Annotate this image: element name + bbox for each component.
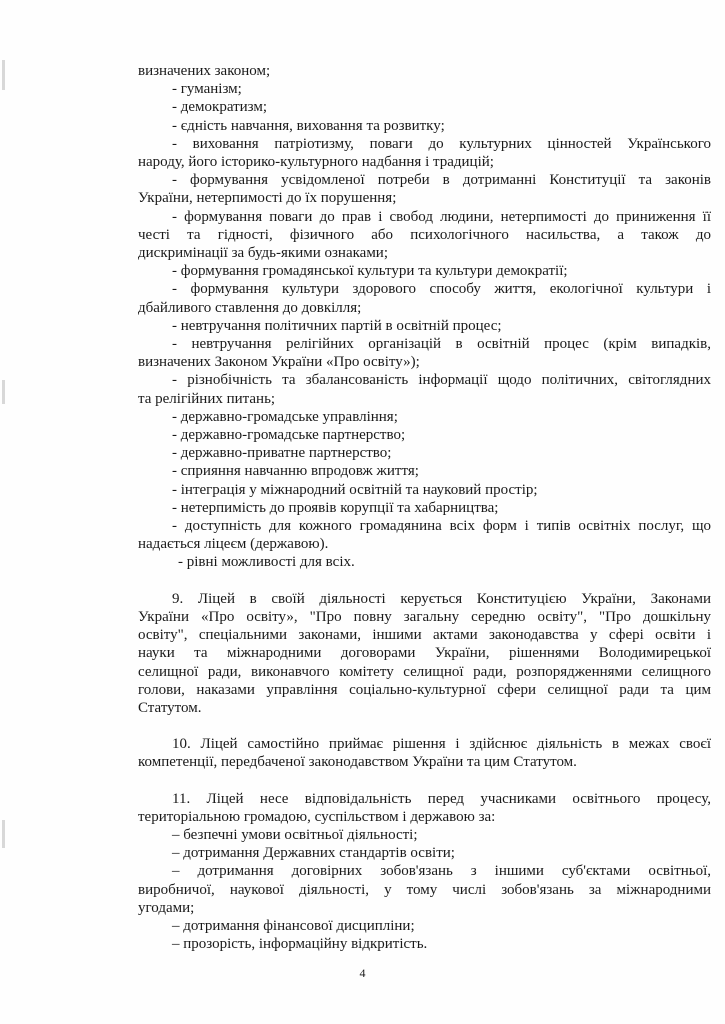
list-item: - державно-громадське управління; xyxy=(172,408,398,425)
paragraph-11-line: 11. Ліцей несе відповідальність перед учасниками освітнього процесу, xyxy=(172,790,711,807)
list-item: - рівні можливості для всіх. xyxy=(178,554,355,571)
list-item: - формування культури здорового способу життя, екологічної культури і xyxy=(172,281,711,298)
list-item: - єдність навчання, виховання та розвитку; xyxy=(172,117,445,134)
list-item: - інтеграція у міжнародний освітній та науковий простір; xyxy=(172,481,538,498)
paragraph-9-line: селищної ради, виконавчого комітету селищної ради, розпорядженнями селищного xyxy=(138,663,711,680)
list-item: - державно-громадське партнерство; xyxy=(172,427,406,444)
list-item: - державно-приватне партнерство; xyxy=(172,445,392,462)
list-item: - доступність для кожного громадянина всіх форм і типів освітніх послуг, що xyxy=(172,518,711,535)
paragraph-gap xyxy=(138,717,711,735)
list-item: - сприяння навчанню впродовж життя; xyxy=(172,463,419,480)
list-item: - гуманізм; xyxy=(172,81,242,98)
page-number: 4 xyxy=(359,966,366,980)
document-body xyxy=(138,62,711,953)
list-item: - нетерпимість до проявів корупції та хабарництва; xyxy=(172,499,499,516)
paragraph-9-line: Статутом. xyxy=(138,699,202,716)
paragraph-gap xyxy=(138,772,711,790)
text-line: дбайливого ставлення до довкілля; xyxy=(138,299,362,316)
list-item: – прозорість, інформаційну відкритість. xyxy=(172,936,428,953)
scan-edge-mark xyxy=(2,60,5,90)
scan-edge-mark xyxy=(2,820,5,848)
text-line: визначених законом; xyxy=(138,63,271,79)
text-line: честі та гідності, фізичного або психологічного насильства, а також до xyxy=(138,226,711,243)
paragraph-9-line: голови, наказами управління соціально-культурної сфери селищної ради та цим xyxy=(138,681,711,698)
paragraph-9-line: науки та міжнародними договорами України, рішеннями Володимирецької xyxy=(138,645,711,662)
text-line: визначених Законом України «Про освіту»); xyxy=(138,354,420,371)
list-item: – дотримання Державних стандартів освіти; xyxy=(172,845,455,862)
list-item: - виховання патріотизму, поваги до культурних цінностей Українського xyxy=(172,135,711,152)
text-line: угодами; xyxy=(138,899,195,916)
text-line: народу, його історико-культурного надбання і традицій; xyxy=(138,154,494,171)
paragraph-9-line: 9. Ліцей в своїй діяльності керується Конституцією України, Законами xyxy=(172,590,711,607)
list-item: - демократизм; xyxy=(172,99,268,116)
list-item: - різнобічність та збалансованість інформації щодо політичних, світоглядних xyxy=(172,372,711,389)
paragraph-gap xyxy=(138,572,711,590)
paragraph-9-line: освіту", спеціальними законами, іншими актами законодавства у сфері освіти і xyxy=(138,627,711,644)
scan-edge-mark xyxy=(2,380,5,404)
text-line: дискримінації за будь-якими ознаками; xyxy=(138,245,389,262)
paragraph-10-line: компетенції, передбаченої законодавством України та цим Статутом. xyxy=(138,754,577,771)
paragraph-11-line: територіальною громадою, суспільством і державою за: xyxy=(138,808,496,825)
list-item: - невтручання релігійних організацій в освітній процес (крім випадків, xyxy=(172,336,711,353)
list-item: – безпечні умови освітньої діяльності; xyxy=(172,826,418,843)
list-item: – дотримання договірних зобов'язань з іншими суб'єктами освітньої, xyxy=(172,863,711,880)
text-line: України, нетерпимості до їх порушення; xyxy=(138,190,397,207)
text-line: надається ліцеєм (державою). xyxy=(138,536,329,553)
list-item: - формування поваги до прав і свобод людини, нетерпимості до приниження її xyxy=(172,208,711,225)
text-line: та релігійних питань; xyxy=(138,390,276,407)
list-item: - формування громадянської культури та культури демократії; xyxy=(172,263,568,280)
paragraph-10-line: 10. Ліцей самостійно приймає рішення і здійснює діяльність в межах своєї xyxy=(172,736,711,753)
list-item: - невтручання політичних партій в освітній процес; xyxy=(172,317,502,334)
list-item: - формування усвідомленої потреби в дотриманні Конституції та законів xyxy=(172,172,711,189)
list-item: – дотримання фінансової дисципліни; xyxy=(172,917,415,934)
text-line: виробничої, наукової діяльності, у тому числі зобов'язань за міжнародними xyxy=(138,881,711,898)
paragraph-9-line: України «Про освіту», "Про повну загальну середню освіту", "Про дошкільну xyxy=(138,608,711,625)
